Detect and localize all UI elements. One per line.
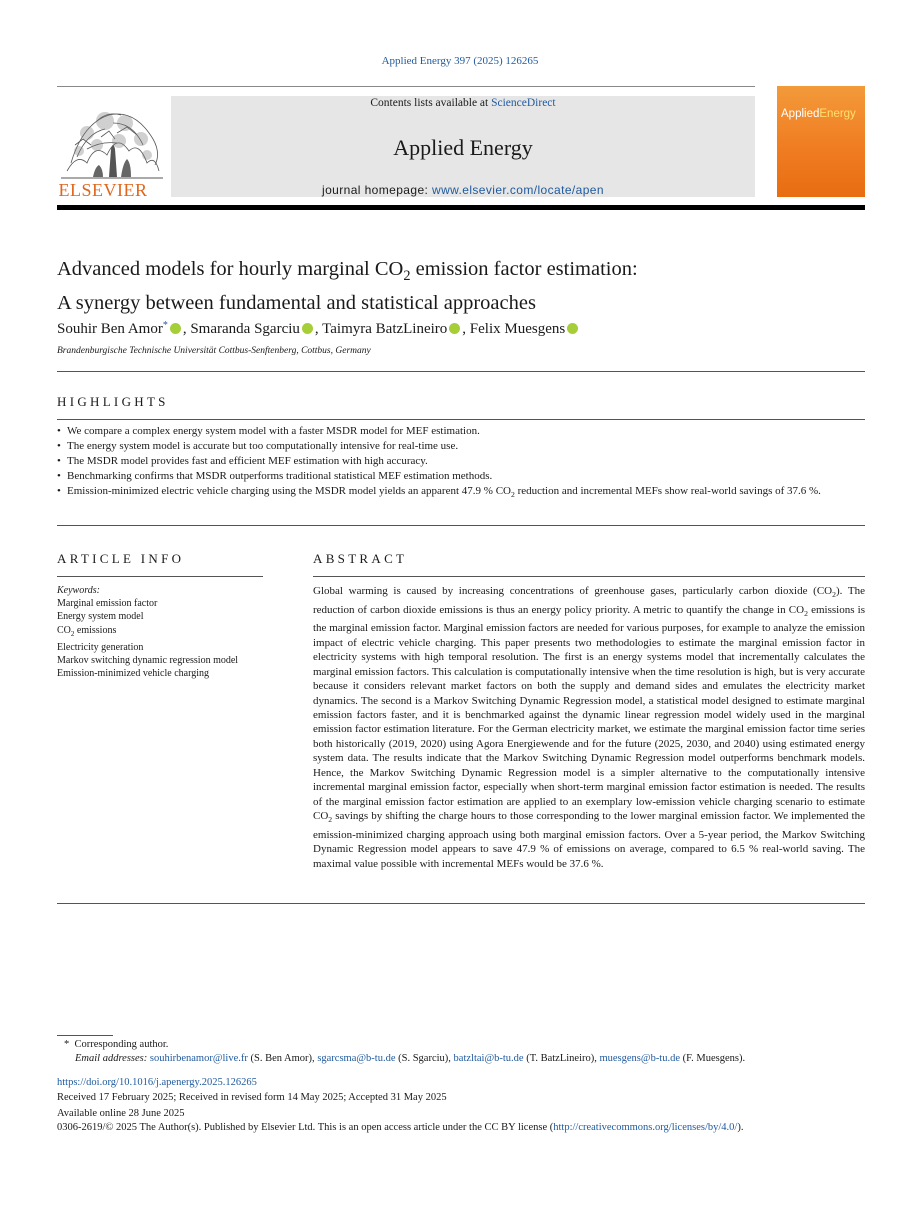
abstract-part: Global warming is caused by increasing concentrations of greenhouse gases, particularly carbon dioxide (CO [313,585,833,597]
author-1-name[interactable]: Souhir Ben Amor [57,321,163,337]
affiliation: Brandenburgische Technische Universität Cottbus-Senftenberg, Cottbus, Germany [57,346,371,356]
footnote-rule [57,1035,113,1036]
contents-line [171,97,755,109]
corresponding-mark: * [64,1039,70,1050]
abstract-part: ). The reduction of carbon dioxide emissions is thus an energy policy priority. A metric to quantify the change in CO [313,585,865,616]
author-separator: , [314,321,323,337]
divider [57,903,865,904]
keyword: Markov switching dynamic regression model [57,655,239,667]
author-separator: , [462,321,470,337]
article-info-heading: ARTICLE INFO [57,551,185,566]
journal-reference-link[interactable]: Applied Energy 397 (2025) 126265 [381,55,539,67]
keywords-block [57,584,267,680]
keyword: Marginal emission factor [57,598,158,610]
author-4-name[interactable]: Felix Muesgens [469,321,566,337]
header-thick-rule [57,205,865,210]
subscript: 2 [510,490,515,500]
email-link[interactable]: muesgens@b-tu.de [599,1053,681,1064]
keyword: Electricity generation [57,641,144,653]
keyword: Energy system model [57,611,144,623]
homepage-prefix: journal homepage: [322,183,432,197]
subscript: 2 [832,590,836,600]
email-link[interactable]: souhirbenamor@live.fr [149,1053,248,1064]
email-owner: (F. Muesgens). [680,1053,746,1064]
received-dates: Received 17 February 2025; Received in revised form 14 May 2025; Accepted 31 May 2025 [57,1092,447,1103]
abstract-heading: ABSTRACT [313,551,408,566]
available-online: Available online 28 June 2025 [57,1108,185,1119]
abstract-part: emissions is the marginal emission factor. Marginal emission factors are needed for various purposes, for example to analyze the emission impact of electric vehicle charging. This paper presents two methodologies to estimate the marginal emission factor in electricity systems with high temporal resolution. The first is an energy systems model that incrementally calculates the marginal emission factors. This calculation is computationally intensive when the time resolution is high, but is very accurate because it considers relevant market factors on both the supply and demand sides and emulates the electricity market dynamics. The second is a Markov Switching Dynamic Regression model, a statistical model designed to estimate marginal emission factors faster, and it is benchmarked against the dynamic linear regression model widely used in the marginal emission factor estimation literature. For the German electricity market, we estimate the marginal emission factor time series both historically (2019, 2020) using Agora Energiewende and for the future (2025, 2030, and 2040) using estimated energy system data. The results indicate that the Markov Switching Dynamic Regression model outperforms benchmark models. Hence, the Markov Switching Dynamic Regression model is a simpler alternative to the computationally intensive incremental marginal emission factor, especially when short-term marginal emission factor estimation is needed. The results of the marginal emission factor estimation are applied to an exemplary low-emission vehicle charging scenario to estimate CO [313,603,865,823]
highlight-item: • Benchmarking confirms that MSDR outperforms traditional statistical MEF estimation methods. [57,469,865,484]
highlights-heading: HIGHLIGHTS [57,394,169,409]
abstract-text [313,584,865,871]
orcid-icon[interactable] [449,323,460,334]
cover-title-applied: Applied [781,108,820,120]
highlight-text: reduction and incremental MEFs show real-world savings of 37.6 %. [514,485,821,497]
journal-cover-image[interactable] [777,86,865,197]
highlight-item: • The MSDR model provides fast and efficient MEF estimation with high accuracy. [57,454,865,469]
homepage-line [171,183,755,197]
email-link[interactable]: sgarcsma@b-tu.de [317,1053,396,1064]
corresponding-author-mark[interactable]: * [162,320,168,331]
subscript: 2 [804,608,808,618]
article-title [57,256,865,317]
keyword-part: CO [57,624,71,636]
homepage-link[interactable]: www.elsevier.com/locate/apen [432,183,604,197]
license-link[interactable]: http://creativecommons.org/licenses/by/4.0/ [553,1122,738,1133]
orcid-icon[interactable] [170,323,181,334]
cover-title [781,108,861,120]
license-text: ). [737,1122,744,1133]
highlight-item [57,484,865,502]
email-owner: (S. Sgarciu), [395,1053,454,1064]
keyword-part: emissions [74,624,117,636]
highlight-text: Emission-minimized electric vehicle charging using the MSDR model yields an apparent 47.9 % CO [67,485,511,497]
subscript: 2 [70,629,75,638]
divider [57,525,865,526]
author-separator: , [182,321,191,337]
license-text: 0306-2619/© 2025 The Author(s). Published by Elsevier Ltd. This is an open access article under the CC BY license ( [57,1122,554,1133]
highlight-item: • We compare a complex energy system model with a faster MSDR model for MEF estimation. [57,424,865,439]
title-line2: A synergy between fundamental and statistical approaches [57,292,536,315]
sciencedirect-link[interactable]: ScienceDirect [491,97,556,109]
abstract-part: savings by shifting the charge hours to those corresponding to the lower marginal emission factor. We implemented the emission-minimized charging approach using both marginal emission factors. Over a 5-year period, the Markov Switching Dynamic Regression model appears to save 47.9 % of emissions on average, compared to 6.5 % real-world saving. The maximal value possible with incremental MEFs would be 37.6 %. [313,810,865,870]
email-label: Email addresses: [75,1053,148,1064]
divider [57,371,865,372]
corresponding-note [64,1039,168,1050]
divider [313,576,865,577]
keyword: Emission-minimized vehicle charging [57,668,210,680]
keyword [57,624,267,641]
divider [57,576,263,577]
title-line1-pre: Advanced models for hourly marginal CO [57,258,404,280]
email-link[interactable]: batzltai@b-tu.de [453,1053,524,1064]
email-addresses [75,1053,865,1064]
orcid-icon[interactable] [567,323,578,334]
subscript: 2 [328,815,333,825]
license-statement [57,1122,877,1133]
doi-link[interactable]: https://doi.org/10.1016/j.apenergy.2025.126265 [57,1077,257,1088]
orcid-icon[interactable] [302,323,313,334]
keywords-label: Keywords: [57,585,100,596]
highlight-item: • The energy system model is accurate but too computationally intensive for real-time use. [57,439,865,454]
author-2-name[interactable]: Smaranda Sgarciu [190,321,300,337]
journal-name: Applied Energy [393,135,533,160]
header-top-rule [57,86,755,87]
title-subscript: 2 [403,268,411,285]
author-list [57,320,865,338]
corresponding-text: Corresponding author. [74,1039,169,1050]
title-line1-post: emission factor estimation: [410,258,638,280]
email-owner: (T. BatzLineiro), [523,1053,600,1064]
contents-prefix: Contents lists available at [370,97,492,109]
elsevier-wordmark: ELSEVIER [58,180,148,200]
author-3-name[interactable]: Taimyra BatzLineiro [322,321,448,337]
divider [57,419,865,420]
highlights-list [57,424,865,502]
email-owner: (S. Ben Amor), [247,1053,318,1064]
cover-title-energy: Energy [819,108,856,120]
